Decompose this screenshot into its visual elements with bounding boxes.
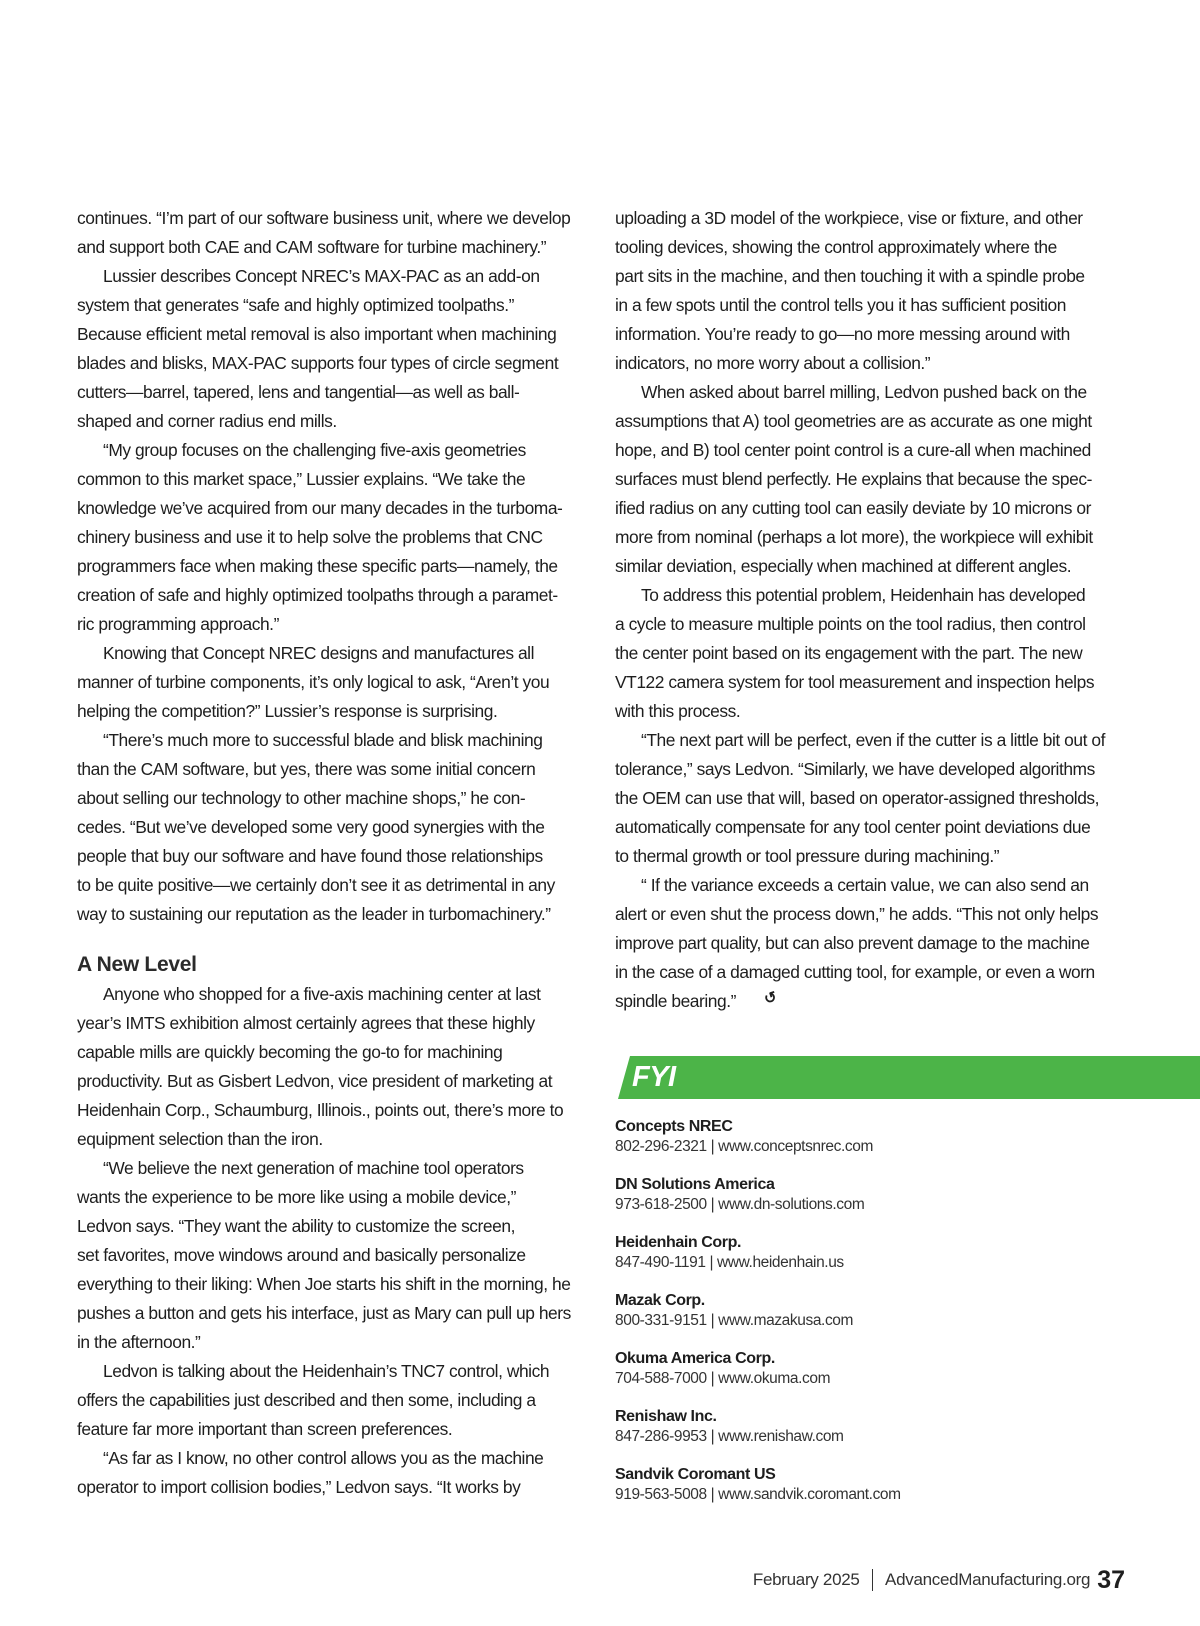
paragraph: Knowing that Concept NREC designs and manufactures all manner of turbine components, it’s only logical to ask, “Aren’t you helping the competition?” Lussier’s response is surprising. <box>77 643 550 721</box>
last-paragraph <box>615 871 1130 1017</box>
end-of-article-icon: ↺ <box>761 988 779 1009</box>
paragraph: To address this potential problem, Heidenhain has developed a cycle to measure multiple points on the tool radius, then control the center point based on its engagement with the part. The new VT122 camera system for tool measurement and inspection helps with this process. <box>615 585 1095 721</box>
left-paragraphs-after <box>77 980 587 1502</box>
left-paragraphs-before <box>77 204 587 929</box>
paragraph: uploading a 3D model of the workpiece, vise or fixture, and other tooling devices, showing the control approximately where the part sits in the machine, and then touching it with a spindle probe in a few spots until the control tells you it has sufficient position information. You’re ready to go—no more messing around with indicators, no more worry about a collision.” <box>615 208 1085 373</box>
fyi-contact-list <box>615 1117 1175 1523</box>
company-name: Heidenhain Corp. <box>615 1234 742 1251</box>
paragraph: Lussier describes Concept NREC’s MAX-PAC as an add-on system that generates “safe and highly optimized toolpaths.” Because efficient metal removal is also important when machining blades and blisks, MAX-PAC supports four types of circle segment cutters—barrel, tapered, lens and tangential—as well as ball- shaped and corner radius end mills. <box>77 266 559 431</box>
fyi-entry <box>615 1117 1175 1175</box>
company-name: DN Solutions America <box>615 1176 775 1193</box>
company-name: Okuma America Corp. <box>615 1350 775 1367</box>
fyi-entry <box>615 1233 1175 1291</box>
page-footer <box>753 1563 1125 1597</box>
article-column-right <box>615 204 1130 1017</box>
company-contact: 802-296-2321 | www.conceptsnrec.com <box>615 1138 873 1155</box>
company-contact: 919-563-5008 | www.sandvik.coromant.com <box>615 1486 901 1503</box>
company-name: Concepts NREC <box>615 1118 733 1135</box>
fyi-entry <box>615 1407 1175 1465</box>
company-contact: 847-286-9953 | www.renishaw.com <box>615 1428 844 1445</box>
paragraph: “As far as I know, no other control allows you as the machine operator to import collision bodies,” Ledvon says. “It works by <box>77 1448 544 1497</box>
company-name: Mazak Corp. <box>615 1292 705 1309</box>
fyi-entry <box>615 1175 1175 1233</box>
footer-divider <box>872 1569 874 1591</box>
paragraph: “We believe the next generation of machine tool operators wants the experience to be more like using a mobile device,” Ledvon says. “They want the ability to customize the screen, set favorites, move windows around and basically personalize everything to their liking: When Joe starts his shift in the morning, he pushes a button and gets his interface, just as Mary can pull up hers in the afternoon.” <box>77 1158 571 1352</box>
paragraph: Ledvon is talking about the Heidenhain’s TNC7 control, which offers the capabilities just described and then some, including a feature far more important than screen preferences. <box>77 1361 550 1439</box>
issue-date: February 2025 <box>752 1570 860 1589</box>
company-contact: 973-618-2500 | www.dn-solutions.com <box>615 1196 865 1213</box>
article-column-left <box>77 204 587 1502</box>
section-subhead: A New Level <box>77 953 197 976</box>
paragraph: “The next part will be perfect, even if the cutter is a little bit out of tolerance,” says Ledvon. “Similarly, we have developed algorithms the OEM can use that will, based on operator-assigned thresholds, automatically compensate for any tool center point deviations due to thermal growth or tool pressure during machining.” <box>615 730 1105 866</box>
paragraph: “There’s much more to successful blade and blisk machining than the CAM software, but yes, there was some initial concern about selling our technology to other machine shops,” he con- cedes. “But we’ve developed some very good synergies with the people that buy our software and have found those relationships to be quite positive—we certainly don’t see it as detrimental in any way to sustaining our reputation as the leader in turbomachinery.” <box>77 730 555 924</box>
page-number: 37 <box>1097 1565 1125 1594</box>
paragraph: continues. “I’m part of our software business unit, where we develop and support both CAE and CAM software for turbine machinery.” <box>77 208 571 257</box>
site-name: AdvancedManufacturing.org <box>885 1570 1091 1589</box>
fyi-title: FYI <box>632 1061 676 1093</box>
fyi-banner <box>618 1056 1200 1099</box>
paragraph: When asked about barrel milling, Ledvon pushed back on the assumptions that A) tool geometries are as accurate as one might hope, and B) tool center point control is a cure-all when machined surfaces must blend perfectly. He explains that because the spec- ified radius on any cutting tool can easily deviate by 10 microns or more from nominal (perhaps a lot more), the workpiece will exhibit similar deviation, especially when machined at different angles. <box>615 382 1093 576</box>
paragraph: Anyone who shopped for a five-axis machining center at last year’s IMTS exhibition almost certainly agrees that these highly capable mills are quickly becoming the go-to for machining productivity. But as Gisbert Ledvon, vice president of marketing at Heidenhain Corp., Schaumburg, Illinois., points out, there’s more to equipment selection than the iron. <box>77 984 564 1149</box>
company-contact: 847-490-1191 | www.heidenhain.us <box>615 1254 844 1271</box>
fyi-entry <box>615 1465 1175 1523</box>
fyi-entry <box>615 1349 1175 1407</box>
last-paragraph-text: “ If the variance exceeds a certain value, we can also send an alert or even shut the process down,” he adds. “This not only helps improve part quality, but can also prevent damage to the machine in the case of a damaged cutting tool, for example, or even a worn spindle bearing.” <box>615 875 1099 1011</box>
fyi-entry <box>615 1291 1175 1349</box>
company-name: Renishaw Inc. <box>615 1408 717 1425</box>
company-contact: 704-588-7000 | www.okuma.com <box>615 1370 831 1387</box>
company-contact: 800-331-9151 | www.mazakusa.com <box>615 1312 854 1329</box>
paragraph: “My group focuses on the challenging five-axis geometries common to this market space,” Lussier explains. “We take the knowledge we’ve acquired from our many decades in the turboma- chinery business and use it to help solve the problems that CNC programmers face when making these specific parts—namely, the creation of safe and highly optimized toolpaths through a paramet- ric programming approach.” <box>77 440 563 634</box>
company-name: Sandvik Coromant US <box>615 1466 776 1483</box>
